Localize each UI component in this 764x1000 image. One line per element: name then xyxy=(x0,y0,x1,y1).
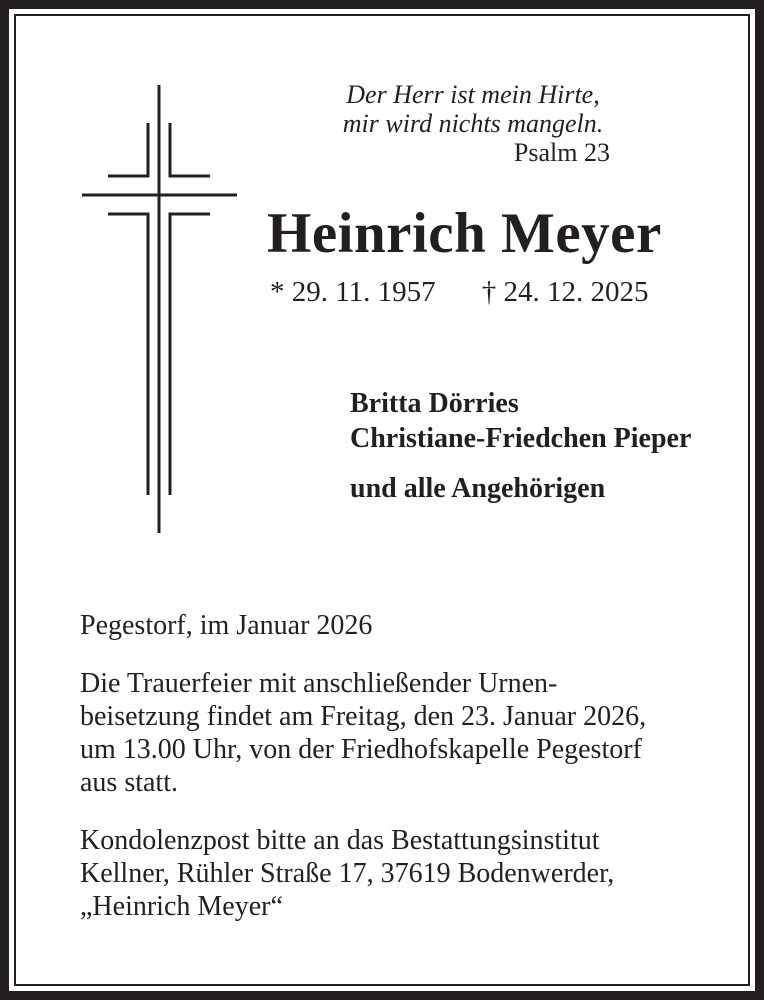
funeral-line-3: um 13.00 Uhr, von der Friedhofskapelle Pegestorf xyxy=(80,734,642,765)
condolence-details xyxy=(80,824,614,923)
funeral-details xyxy=(80,667,646,799)
life-dates xyxy=(270,278,648,307)
funeral-line-4: aus statt. xyxy=(80,767,178,798)
condolence-line-3: „Heinrich Meyer“ xyxy=(80,891,283,922)
place-dateline: Pegestorf, im Januar 2026 xyxy=(80,610,373,641)
birth-date: * 29. 11. 1957 xyxy=(270,276,436,308)
deceased-name: Heinrich Meyer xyxy=(267,202,662,265)
mourners-list xyxy=(350,386,691,506)
mourner-name-1: Britta Dörries xyxy=(350,388,519,419)
quote-attribution: Psalm 23 xyxy=(513,138,610,167)
quote-line-1: Der Herr ist mein Hirte, xyxy=(346,80,600,109)
mourner-name-2: Christiane-Friedchen Pieper xyxy=(350,423,692,454)
scripture-quote xyxy=(328,80,618,167)
funeral-line-2: beisetzung findet am Freitag, den 23. Januar 2026, xyxy=(80,701,647,732)
death-date: † 24. 12. 2025 xyxy=(481,276,649,308)
condolence-line-1: Kondolenzpost bitte an das Bestattungsinstitut xyxy=(80,825,600,856)
quote-line-2: mir wird nichts mangeln. xyxy=(342,109,604,138)
funeral-line-1: Die Trauerfeier mit anschließender Urnen- xyxy=(80,668,558,699)
condolence-line-2: Kellner, Rühler Straße 17, 37619 Bodenwerder, xyxy=(80,858,615,889)
mourners-relatives: und alle Angehörigen xyxy=(350,473,606,504)
